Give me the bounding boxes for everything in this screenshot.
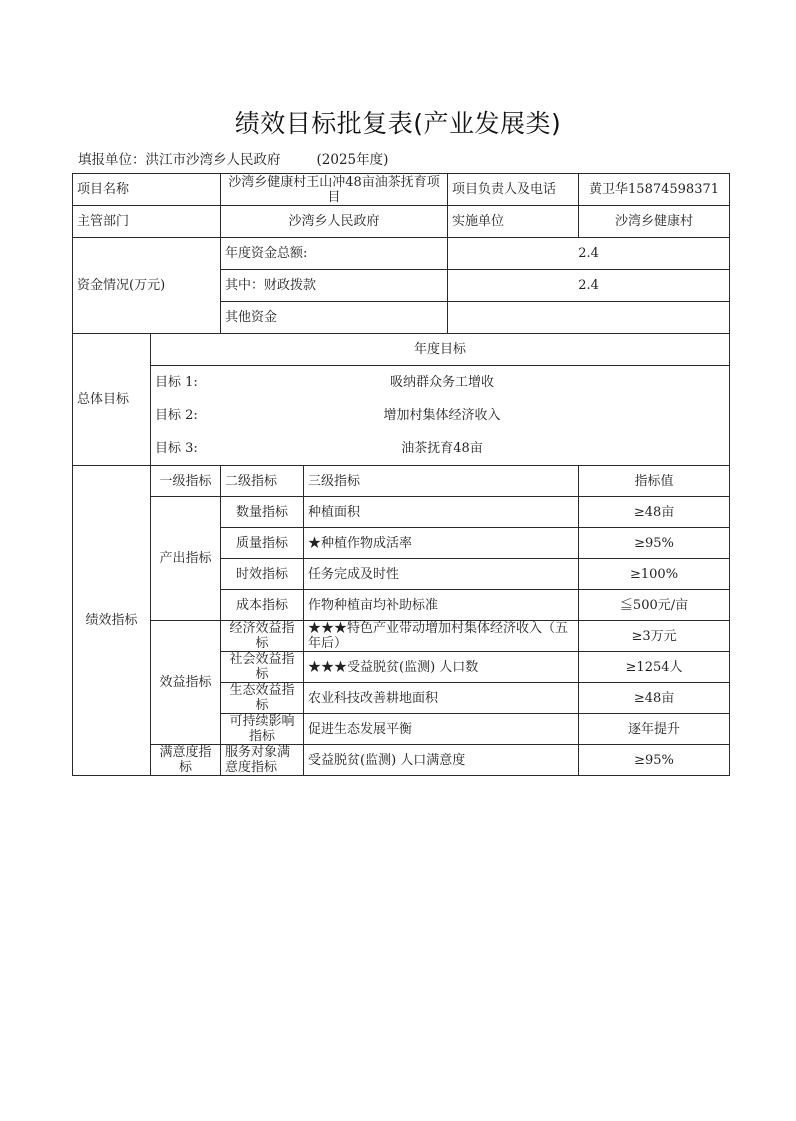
level2: 数量指标 xyxy=(221,497,304,528)
indicator-value: ≦500元/亩 xyxy=(579,590,730,621)
level3: 作物种植亩均补助标准 xyxy=(304,590,579,621)
goals-header-row xyxy=(73,334,730,366)
goal-row xyxy=(73,399,730,432)
level2: 可持续影响指标 xyxy=(221,714,304,745)
goal-label: 目标 3: xyxy=(155,441,198,456)
level2: 质量指标 xyxy=(221,528,304,559)
level3: 促进生态发展平衡 xyxy=(304,714,579,745)
funds-total-value: 2.4 xyxy=(448,238,730,270)
header-level3: 三级指标 xyxy=(304,466,579,497)
level3: 农业科技改善耕地面积 xyxy=(304,683,579,714)
goal-row xyxy=(73,366,730,400)
indicator-value: ≥48亩 xyxy=(579,497,730,528)
funds-total-label: 年度资金总额: xyxy=(221,238,448,270)
funds-other-label: 其他资金 xyxy=(221,302,448,334)
indicator-value: ≥48亩 xyxy=(579,683,730,714)
fill-info xyxy=(78,148,388,168)
project-owner-value: 黄卫华15874598371 xyxy=(579,174,730,206)
goal-row xyxy=(73,432,730,466)
dept-label: 主管部门 xyxy=(73,206,221,238)
impl-label: 实施单位 xyxy=(448,206,579,238)
level3: 任务完成及时性 xyxy=(304,559,579,590)
header-value: 指标值 xyxy=(579,466,730,497)
funds-fiscal-value: 2.4 xyxy=(448,270,730,302)
funds-label: 资金情况(万元) xyxy=(73,238,221,334)
indicator-row xyxy=(73,745,730,776)
level2: 经济效益指标 xyxy=(221,621,304,652)
level3: ★种植作物成活率 xyxy=(304,528,579,559)
indicators-label: 绩效指标 xyxy=(73,466,151,776)
level3: ★★★受益脱贫(监测) 人口数 xyxy=(304,652,579,683)
fill-unit: 填报单位：洪江市沙湾乡人民政府 xyxy=(78,152,281,168)
dept-value: 沙湾乡人民政府 xyxy=(221,206,448,238)
indicator-value: ≥95% xyxy=(579,528,730,559)
indicator-row xyxy=(73,621,730,652)
goal-value: 油茶抚育48亩 xyxy=(401,441,483,456)
impl-value: 沙湾乡健康村 xyxy=(579,206,730,238)
indicator-value: ≥3万元 xyxy=(579,621,730,652)
project-owner-label: 项目负责人及电话 xyxy=(448,174,579,206)
indicator-row xyxy=(73,497,730,528)
indicator-value: ≥95% xyxy=(579,745,730,776)
goal-value: 增加村集体经济收入 xyxy=(383,408,501,423)
level2: 社会效益指标 xyxy=(221,652,304,683)
indicators-header-row xyxy=(73,466,730,497)
project-name-row xyxy=(73,174,730,206)
funds-other-value xyxy=(448,302,730,334)
goal-value: 吸纳群众务工增收 xyxy=(390,375,495,390)
performance-target-table xyxy=(72,173,730,776)
header-level1: 一级指标 xyxy=(151,466,221,497)
indicator-value: ≥100% xyxy=(579,559,730,590)
project-name-label: 项目名称 xyxy=(73,174,221,206)
level3: ★★★特色产业带动增加村集体经济收入（五年后） xyxy=(304,621,579,652)
level3: 受益脱贫(监测) 人口满意度 xyxy=(304,745,579,776)
goal-label: 目标 1: xyxy=(155,375,198,390)
project-name-value: 沙湾乡健康村王山冲48亩油茶抚育项目 xyxy=(221,174,448,206)
level2: 成本指标 xyxy=(221,590,304,621)
goals-header: 年度目标 xyxy=(151,334,730,366)
goal-label: 目标 2: xyxy=(155,408,198,423)
level2: 生态效益指标 xyxy=(221,683,304,714)
funds-row xyxy=(73,238,730,270)
level1-benefit: 效益指标 xyxy=(151,621,221,745)
fiscal-year: (2025年度) xyxy=(316,152,389,168)
goals-label: 总体目标 xyxy=(73,334,151,466)
header-level2: 二级指标 xyxy=(221,466,304,497)
level2: 时效指标 xyxy=(221,559,304,590)
level2: 服务对象满意度指标 xyxy=(221,745,304,776)
level3: 种植面积 xyxy=(304,497,579,528)
indicator-value: ≥1254人 xyxy=(579,652,730,683)
department-row xyxy=(73,206,730,238)
level1-satisfaction: 满意度指标 xyxy=(151,745,221,776)
page-title: 绩效目标批复表(产业发展类) xyxy=(234,109,562,138)
level1-output: 产出指标 xyxy=(151,497,221,621)
indicator-value: 逐年提升 xyxy=(579,714,730,745)
funds-fiscal-label: 其中：财政拨款 xyxy=(221,270,448,302)
